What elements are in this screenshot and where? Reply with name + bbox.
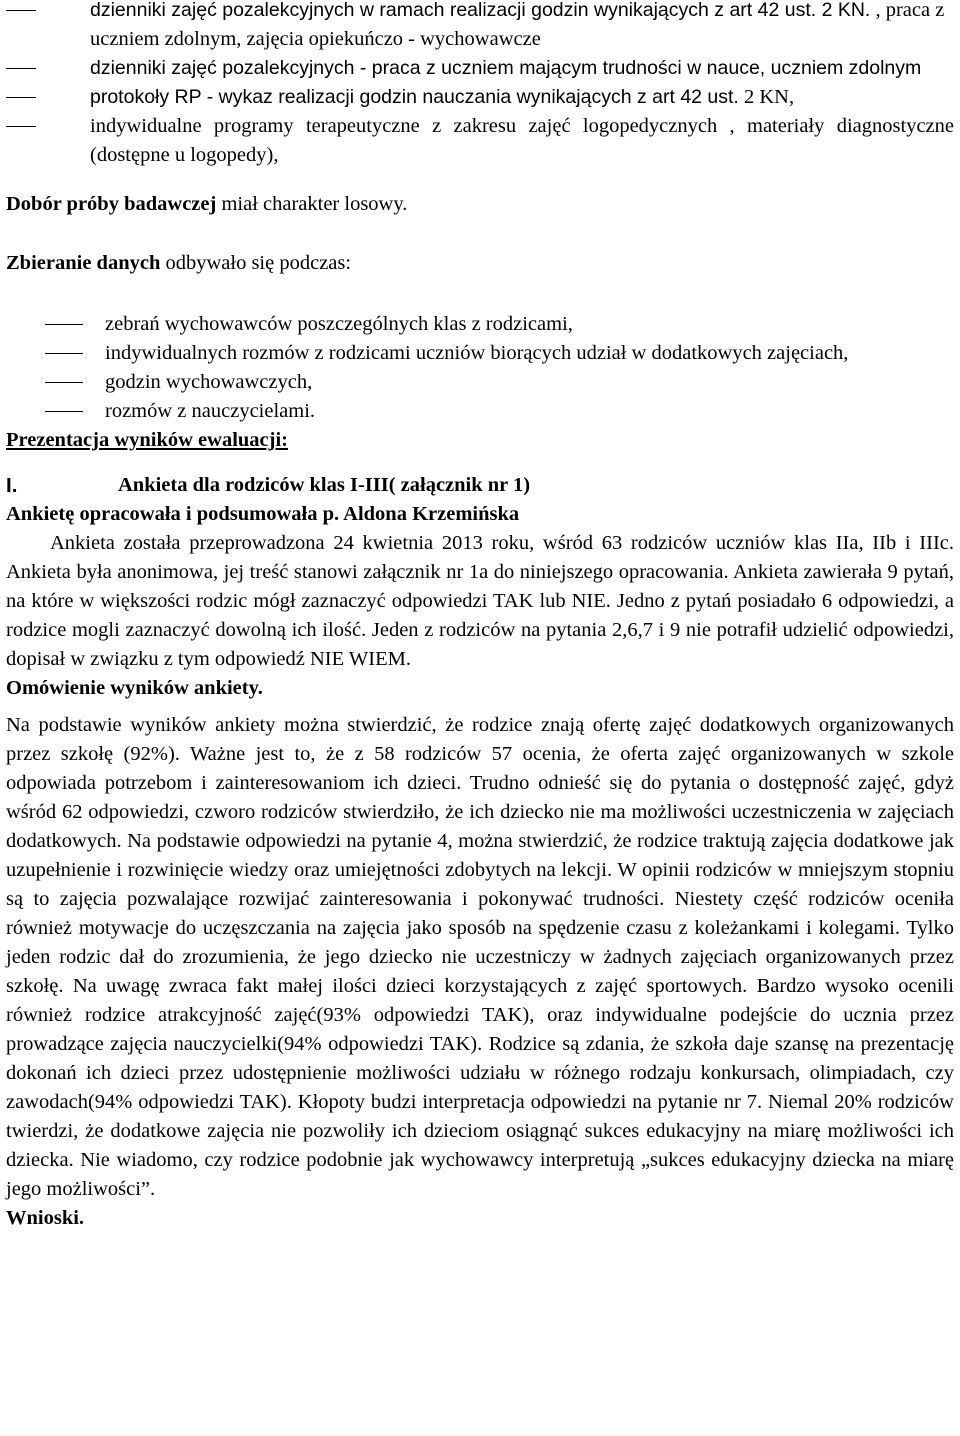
records-list <box>6 0 954 170</box>
list-item: indywidualnych rozmów z rodzicami uczniów biorących udział w dodatkowych zajęciach, <box>105 339 954 368</box>
survey-author: Ankietę opracowała i podsumowała p. Aldona Krzemińska <box>6 503 520 525</box>
results-heading: Prezentacja wyników ewaluacji: <box>6 429 289 451</box>
discussion-heading: Omówienie wyników ankiety. <box>6 677 263 699</box>
list-item: rozmów z nauczycielami. <box>105 397 954 426</box>
collection-list <box>6 310 954 426</box>
list-item: dzienniki zajęć pozalekcyjnych - praca z uczniem mającym trudności w nauce, uczniem zdolnym <box>90 54 954 83</box>
list-item: dzienniki zajęć pozalekcyjnych w ramach realizacji godzin wynikających z art 42 ust. 2 KN. , praca z uczniem zdolnym, zajęcia opiekuńczo - wychowawcze <box>90 0 954 54</box>
discussion-paragraph: Na podstawie wyników ankiety można stwierdzić, że rodzice znają ofertę zajęć dodatkowych organizowanych przez szkołę (92%). Ważne jest to, że z 58 rodziców 57 ocenia, że oferta zajęć organizowanych w szkole odpowiada potrzebom i zainteresowaniom ich dzieci. Trudno odnieść się do pytania o dostępność zajęć, gdyż wśród 62 odpowiedzi, czworo rodziców stwierdziło, że ich dziecko nie ma możliwości uczestniczenia w zajęciach dodatkowych. Na podstawie odpowiedzi na pytanie 4, można stwierdzić, że rodzice traktują zajęcia dodatkowe jak uzupełnienie i rozwinięcie wiedzy oraz umiejętności zdobytych na lekcji. W opinii rodziców w mniejszym stopniu są to zajęcia pozwalające rozwijać zainteresowania i pokonywać trudności. Niestety część rodziców oceniła również motywacje do uczęszczania na zajęcia jako sposób na spędzenie czasu z koleżankami i kolegami. Tylko jeden rodzic dał do zrozumienia, że jego dziecko nie uczestniczy w żadnych zajęciach organizowanych przez szkołę. Na uwagę zwraca fakt małej ilości dzieci korzystających z zajęć sportowych. Bardzo wysoko ocenili również rodzice atrakcyjność zajęć(93% odpowiedzi TAK), oraz indywidualne podejście do ucznia przez prowadzące zajęcia nauczycielki(94% odpowiedzi TAK). Rodzice są zdania, że szkoła daje szansę na prezentację dokonań ich dzieci przez udostępnienie możliwości udziału w różnego rodzaju konkursach, olimpiadach, czy zawodach(94% odpowiedzi TAK). Kłopoty budzi interpretacja odpowiedzi na pytanie nr 7. Niemal 20% rodziców twierdzi, że dodatkowe zajęcia nie pozwoliły ich dzieciom osiągnąć sukces edukacyjny na miarę możliwości ich dziecka. Nie wiadomo, czy rodzice podobnie jak wychowawcy interpretują „sukces edukacyjny dziecka na miarę jego możliwości”. <box>6 714 954 1200</box>
survey-description: Ankieta została przeprowadzona 24 kwietnia 2013 roku, wśród 63 rodziców uczniów klas IIa, IIb i IIIc. Ankieta była anonimowa, jej treść stanowi załącznik nr 1a do niniejszego opracowania. Ankieta zawierała 9 pytań, na które w większości rodzic mógł zaznaczyć odpowiedzi TAK lub NIE. Jedno z pytań posiadało 6 odpowiedzi, a rodzice mogli zaznaczyć dowolną ich ilość. Jeden z rodziców na pytania 2,6,7 i 9 nie potrafił udzielić odpowiedzi, dopisał w związku z tym odpowiedź NIE WIEM. <box>6 532 954 670</box>
sample-paragraph: Dobór próby badawczej miał charakter losowy. <box>6 193 408 215</box>
survey-heading <box>6 471 954 500</box>
collection-paragraph: Zbieranie danych odbywało się podczas: <box>6 252 352 274</box>
conclusions-heading: Wnioski. <box>6 1207 85 1229</box>
survey-number: I. <box>6 474 18 497</box>
survey-title: Ankieta dla rodziców klas I-III( załącznik nr 1) <box>118 474 531 496</box>
list-item: godzin wychowawczych, <box>105 368 954 397</box>
list-item: zebrań wychowawców poszczególnych klas z rodzicami, <box>105 310 954 339</box>
list-item: indywidualne programy terapeutyczne z zakresu zajęć logopedycznych , materiały diagnostyczne (dostępne u logopedy), <box>90 112 954 170</box>
list-item: protokoły RP - wykaz realizacji godzin nauczania wynikających z art 42 ust. 2 KN, <box>90 83 954 112</box>
